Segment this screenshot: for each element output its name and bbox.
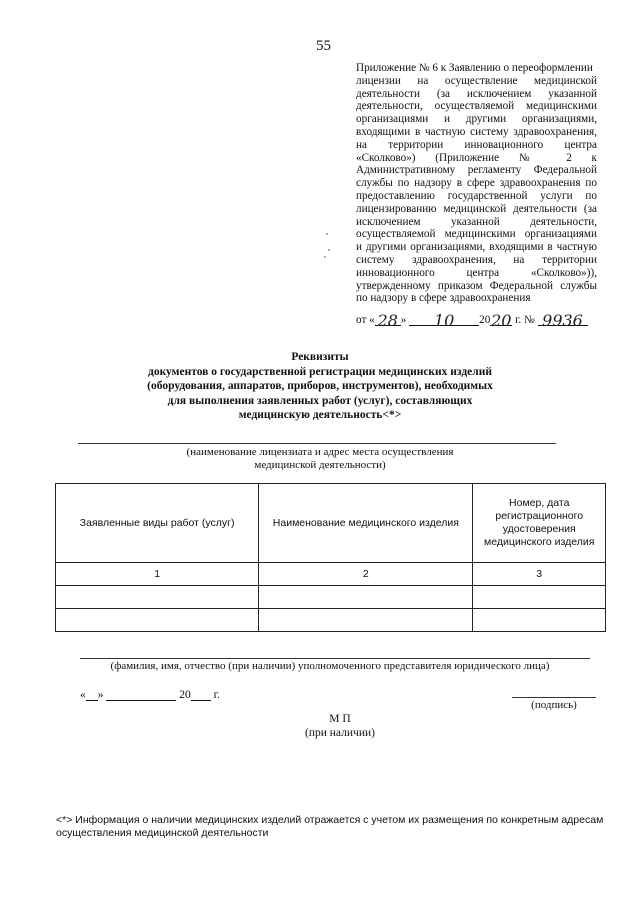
licensee-caption-line1: (наименование лицензиата и адрес места осуществления: [186, 446, 454, 458]
table-cell: [473, 609, 606, 632]
table-cell: [56, 586, 259, 609]
table-cell: [259, 586, 473, 609]
date-month: 10: [409, 311, 479, 326]
header-device-name: Наименование медицинского изделия: [259, 484, 473, 563]
column-number: 1: [56, 563, 259, 586]
appendix-line: систему здравоохранения, на территории: [356, 253, 597, 266]
appendix-line: инновационного центра «Сколково»)),: [356, 266, 597, 279]
title-line: документов о государственной регистрации медицинских изделий: [148, 365, 492, 378]
header-works: Заявленные виды работ (услуг): [56, 484, 259, 563]
sign-year-prefix: 20: [179, 689, 191, 701]
appendix-line: Приложение № 6 к Заявлению о переоформлении: [356, 62, 593, 74]
page-number: 55: [316, 38, 331, 54]
sign-date-month-blank: [106, 689, 176, 701]
date-prefix: от «: [356, 314, 375, 326]
appendix-line: организациями и другими организациями,: [356, 113, 597, 126]
sign-year-blank: [191, 689, 211, 701]
order-number: 9936: [538, 311, 588, 326]
table-row: [56, 586, 606, 609]
order-number-label: г. №: [515, 314, 535, 326]
title-line: (оборудования, аппаратов, приборов, инструментов), необходимых: [147, 380, 493, 392]
appendix-line: деятельности, осуществляемой медицинскими: [356, 100, 597, 113]
signature-line: [512, 697, 596, 698]
appendix-line: предоставлению государственной услуги по: [356, 189, 597, 202]
document-title: [100, 350, 540, 423]
sign-date-day-blank: [86, 689, 98, 701]
table-row: [56, 609, 606, 632]
sign-year-suffix: г.: [213, 689, 220, 701]
appendix-line: лицензии на осуществление медицинской: [356, 74, 597, 87]
date-day: 28: [375, 311, 401, 326]
scan-speck: [324, 256, 326, 258]
scan-speck: [326, 233, 328, 235]
representative-name-line: [80, 658, 590, 659]
title-line: для выполнения заявленных работ (услуг), составляющих: [167, 394, 473, 407]
date-year-prefix: 20: [479, 314, 491, 326]
sign-date-close: »: [97, 689, 104, 701]
title-heading: Реквизиты: [291, 351, 349, 363]
appendix-header: [356, 62, 597, 305]
licensee-caption-line2: медицинской деятельности): [254, 459, 386, 471]
licensee-name-line: [78, 443, 556, 444]
appendix-line: по надзору в сфере здравоохранения: [356, 292, 531, 305]
representative-caption: (фамилия, имя, отчество (при наличии) уполномоченного представителя юридического лица): [110, 660, 550, 672]
appendix-line: службы по надзору в сфере здравоохранения по: [356, 177, 597, 190]
table-number-row: [56, 563, 606, 586]
appendix-line: утвержденному приказом Федеральной службы: [356, 279, 597, 292]
table-cell: [259, 609, 473, 632]
appendix-line: Административному регламенту Федеральной: [356, 164, 597, 177]
appendix-line: лицензированию медицинской деятельности (за: [356, 202, 597, 215]
title-line: медицинскую деятельность<*>: [238, 409, 402, 421]
sign-date-open: «: [80, 689, 86, 701]
column-number: 3: [473, 563, 606, 586]
table-cell: [473, 586, 606, 609]
appendix-line: на территории инновационного центра: [356, 138, 597, 151]
stamp-note: (при наличии): [305, 727, 375, 739]
appendix-line: осуществляемой медицинскими организациями: [356, 228, 597, 241]
table-header-row: [56, 484, 606, 563]
scan-speck: [328, 249, 330, 251]
requisites-table: [55, 483, 606, 632]
licensee-caption: [120, 446, 520, 472]
appendix-line: входящими в частную систему здравоохранения,: [356, 125, 597, 138]
signature-date: [80, 689, 220, 701]
stamp-label: М П: [329, 713, 351, 725]
header-registration: Номер, дата регистрационного удостоверения медицинского изделия: [473, 484, 606, 563]
appendix-line: и другими организациями, входящими в частную: [356, 241, 597, 254]
date-year: 20: [491, 311, 512, 330]
order-date-line: [356, 311, 597, 330]
date-mid: »: [400, 314, 407, 326]
stamp-block: [290, 712, 390, 740]
column-number: 2: [259, 563, 473, 586]
signature-caption: (подпись): [531, 699, 577, 711]
appendix-line: деятельности (за исключением указанной: [356, 87, 597, 100]
appendix-line: исключением указанной деятельности,: [356, 215, 597, 228]
footnote: <*> Информация о наличии медицинских изделий отражается с учетом их размещения по конкретным адресам осуществления медицинской деятельности: [56, 814, 604, 839]
table-cell: [56, 609, 259, 632]
appendix-line: «Сколково») (Приложение № 2 к: [356, 151, 597, 164]
